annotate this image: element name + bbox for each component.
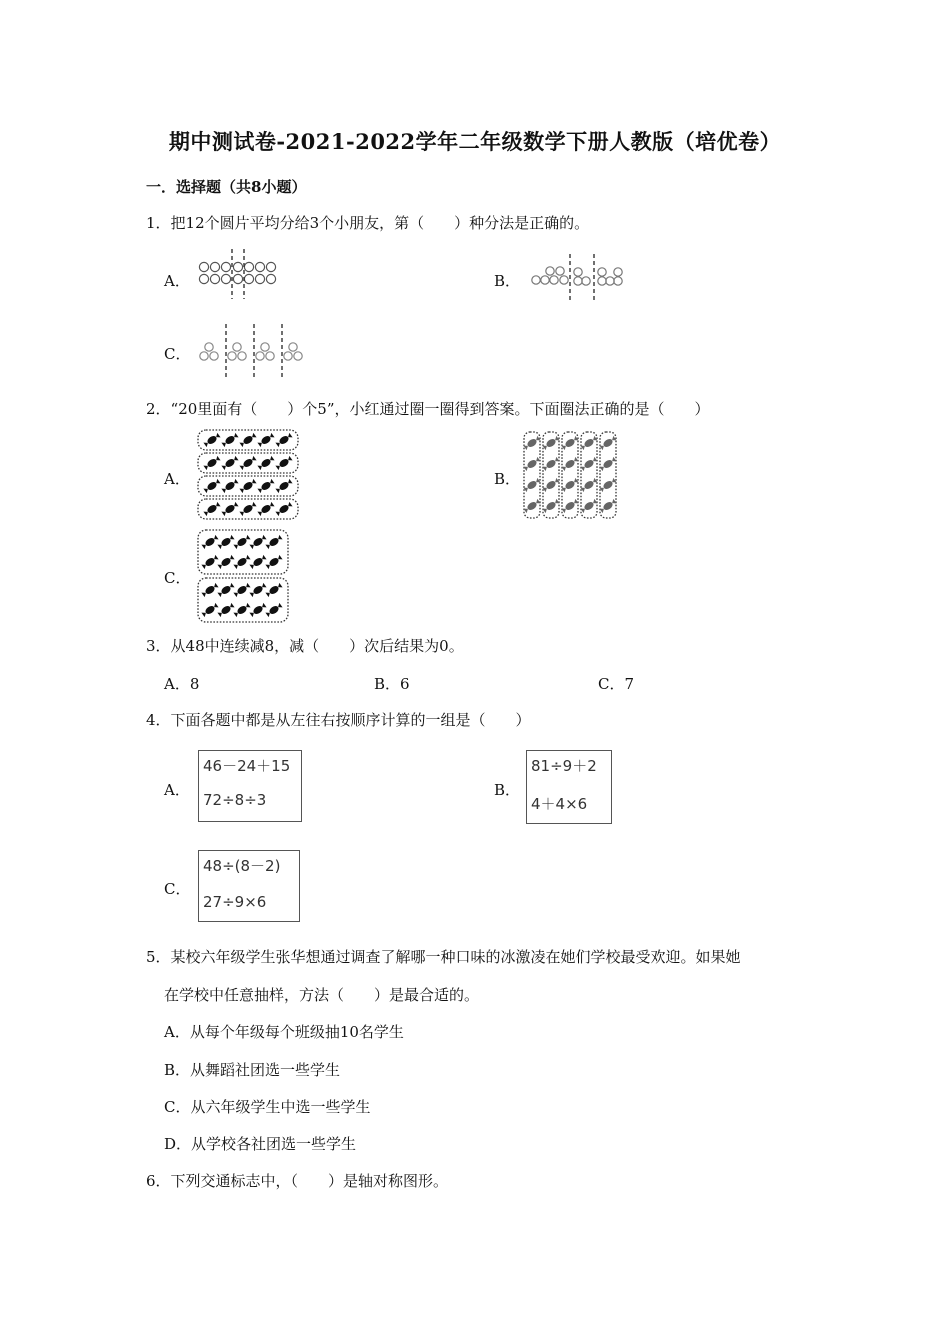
circle-chip-icon (210, 274, 219, 283)
question-4-stem: 4．下面各题中都是从左往右按顺序计算的一组是（ ） (146, 711, 531, 729)
q1-option-b-figure[interactable] (526, 250, 626, 302)
q4-b-expression-2: 4＋4×6 (531, 795, 588, 813)
candy-icon (217, 602, 235, 617)
q4-a-expression-1: 46－24＋15 (203, 757, 291, 775)
candy-icon (580, 477, 598, 492)
circle-chip-icon (221, 274, 230, 283)
q1-option-c-label: C． (164, 345, 191, 363)
candy-icon (201, 534, 219, 549)
question-2-stem: 2．“20里面有（ ）个5”，小红通过圈一圈得到答案。下面圈法正确的是（ ） (146, 400, 710, 418)
candy-icon (542, 456, 560, 471)
circle-chip-icon (205, 343, 213, 351)
candy-icon (239, 501, 257, 516)
candy-icon (221, 501, 239, 516)
candy-icon (580, 498, 598, 513)
question-6-stem: 6．下列交通标志中，（ ）是轴对称图形。 (146, 1172, 449, 1190)
candy-icon (201, 602, 219, 617)
circle-chip-icon (614, 268, 622, 276)
circle-chip-icon (221, 262, 230, 271)
q2-option-b-figure[interactable] (520, 430, 620, 520)
circle-chip-icon (614, 277, 622, 285)
circle-chip-icon (244, 274, 253, 283)
candy-icon (239, 478, 257, 493)
circle-chip-icon (228, 352, 236, 360)
question-5-stem-line2: 在学校中任意抽样，方法（ ）是最合适的。 (164, 986, 480, 1004)
circle-chip-icon (210, 352, 218, 360)
candy-icon (221, 455, 239, 470)
candy-icon (599, 498, 617, 513)
circle-chip-icon (244, 262, 253, 271)
candy-icon (239, 432, 257, 447)
circle-chip-icon (289, 343, 297, 351)
q5-option-b[interactable]: B．从舞蹈社团选一些学生 (164, 1061, 341, 1079)
circle-chip-icon (261, 343, 269, 351)
candy-icon (265, 582, 283, 597)
dotted-loop (198, 530, 288, 574)
q4-option-b-label: B． (494, 781, 521, 799)
dotted-loop (198, 578, 288, 622)
circle-chip-icon (556, 267, 564, 275)
candy-icon (542, 477, 560, 492)
candy-icon (239, 455, 257, 470)
question-1-stem: 1．把12个圆片平均分给3个小朋友，第（ ）种分法是正确的。 (146, 214, 590, 232)
candy-icon (249, 534, 267, 549)
circle-chip-icon (255, 262, 264, 271)
circle-chip-icon (210, 262, 219, 271)
candy-icon (561, 435, 579, 450)
q4-option-a-label: A． (164, 781, 190, 799)
page-title: 期中测试卷-2021-2022学年二年级数学下册人教版（培优卷） (168, 129, 782, 154)
candy-icon (275, 501, 293, 516)
candy-icon (201, 554, 219, 569)
circle-chip-icon (200, 352, 208, 360)
q4-option-b-box[interactable] (526, 750, 612, 824)
circle-chip-icon (532, 276, 540, 284)
question-3-stem: 3．从48中连续减8，减（ ）次后结果为0。 (146, 637, 464, 655)
circle-chip-icon (541, 276, 549, 284)
candy-icon (203, 501, 221, 516)
candy-icon (249, 554, 267, 569)
candy-icon (265, 534, 283, 549)
circle-chip-icon (255, 274, 264, 283)
candy-icon (221, 478, 239, 493)
q2-option-a-figure[interactable] (196, 426, 302, 522)
candy-icon (561, 456, 579, 471)
candy-icon (580, 456, 598, 471)
circle-chip-icon (199, 274, 208, 283)
q3-option-a[interactable]: A．8 (164, 675, 200, 693)
q5-option-a[interactable]: A．从每个年级每个班级抽10名学生 (164, 1023, 404, 1041)
candy-icon (257, 455, 275, 470)
section-heading: 一．选择题（共8小题） (146, 178, 307, 196)
candy-icon (249, 602, 267, 617)
circle-chip-icon (238, 352, 246, 360)
q4-b-expression-1: 81÷9＋2 (531, 757, 597, 775)
q3-option-c[interactable]: C．7 (598, 675, 635, 693)
q4-option-a-box[interactable] (198, 750, 302, 822)
candy-icon (257, 501, 275, 516)
candy-icon (523, 456, 541, 471)
q1-option-a-figure[interactable] (196, 245, 280, 301)
candy-icon (233, 582, 251, 597)
candy-icon (275, 455, 293, 470)
candy-icon (257, 432, 275, 447)
candy-icon (221, 432, 239, 447)
q2-option-c-label: C． (164, 569, 191, 587)
circle-chip-icon (266, 352, 274, 360)
circle-chip-icon (266, 274, 275, 283)
circle-chip-icon (233, 343, 241, 351)
q4-a-expression-2: 72÷8÷3 (203, 791, 267, 809)
candy-icon (217, 554, 235, 569)
candy-icon (561, 477, 579, 492)
circle-chip-icon (199, 262, 208, 271)
candy-icon (217, 582, 235, 597)
q5-option-c[interactable]: C．从六年级学生中选一些学生 (164, 1098, 371, 1116)
q4-option-c-box[interactable] (198, 850, 300, 922)
candy-icon (561, 498, 579, 513)
candy-icon (203, 455, 221, 470)
q4-c-expression-1: 48÷(8－2) (203, 857, 281, 875)
circle-chip-icon (598, 268, 606, 276)
q2-option-a-label: A． (164, 470, 190, 488)
circle-chip-icon (266, 262, 275, 271)
circle-chip-icon (256, 352, 264, 360)
q2-option-c-figure[interactable] (196, 528, 292, 624)
candy-icon (542, 498, 560, 513)
candy-icon (233, 554, 251, 569)
q1-option-b-label: B． (494, 272, 521, 290)
circle-chip-icon (598, 277, 606, 285)
q1-option-a-label: A． (164, 272, 190, 290)
q3-option-b[interactable]: B．6 (374, 675, 410, 693)
candy-icon (217, 534, 235, 549)
candy-icon (580, 435, 598, 450)
candy-icon (257, 478, 275, 493)
circle-chip-icon (550, 276, 558, 284)
circle-chip-icon (574, 277, 582, 285)
q2-option-b-label: B． (494, 470, 521, 488)
circle-chip-icon (233, 274, 242, 283)
circle-chip-icon (582, 277, 590, 285)
q4-c-expression-2: 27÷9×6 (203, 893, 267, 911)
candy-icon (599, 456, 617, 471)
candy-icon (599, 435, 617, 450)
candy-icon (523, 435, 541, 450)
circle-chip-icon (284, 352, 292, 360)
candy-icon (203, 432, 221, 447)
q5-option-d[interactable]: D．从学校各社团选一些学生 (164, 1135, 357, 1153)
circle-chip-icon (546, 267, 554, 275)
candy-icon (265, 602, 283, 617)
candy-icon (249, 582, 267, 597)
candy-icon (201, 582, 219, 597)
candy-icon (275, 478, 293, 493)
candy-icon (265, 554, 283, 569)
candy-icon (275, 432, 293, 447)
candy-icon (523, 477, 541, 492)
question-5-stem-line1: 5．某校六年级学生张华想通过调查了解哪一种口味的冰激凌在她们学校最受欢迎。如果她 (146, 948, 741, 966)
q4-option-c-label: C． (164, 880, 191, 898)
candy-icon (233, 534, 251, 549)
candy-icon (542, 435, 560, 450)
candy-icon (203, 478, 221, 493)
circle-chip-icon (294, 352, 302, 360)
circle-chip-icon (233, 262, 242, 271)
candy-icon (233, 602, 251, 617)
circle-chip-icon (606, 277, 614, 285)
candy-icon (523, 498, 541, 513)
circle-chip-icon (574, 268, 582, 276)
q1-option-c-figure[interactable] (196, 322, 312, 380)
candy-icon (599, 477, 617, 492)
circle-chip-icon (560, 276, 568, 284)
